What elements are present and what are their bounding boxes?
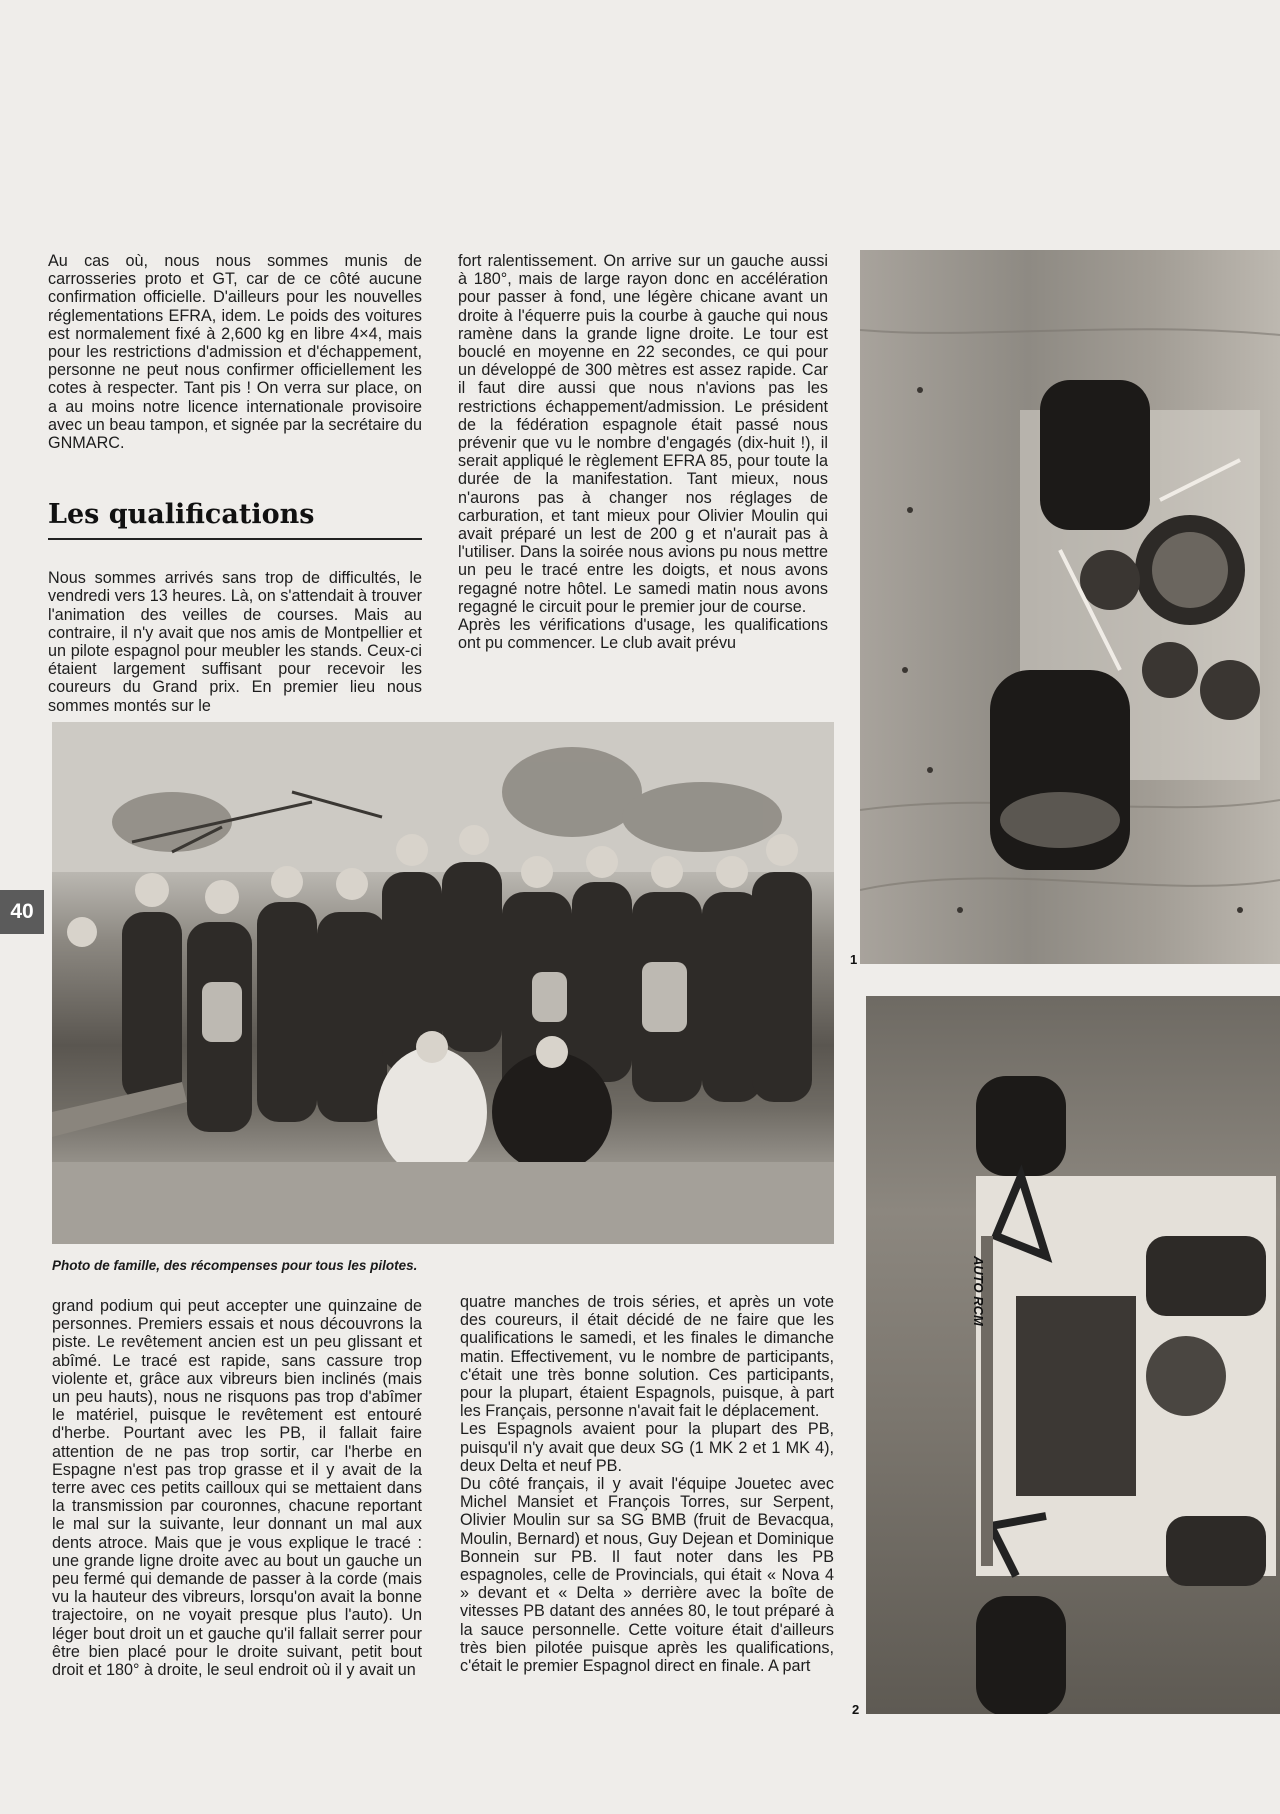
car-photo-1 [860, 250, 1280, 964]
track-paragraph: fort ralentissement. On arrive sur un gauche aussi à 180°, mais de large rayon donc en accélération pour passer à fond, une légère chicane avant un droite à l'équerre puis la courbe à gauche qui nous ramène dans la grande ligne droite. Le tour est bouclé en moyenne en 22 secondes, ce qui pour un développé de 300 mètres est assez rapide. Car il faut dire aussi que nous n'avions pas les restrictions échappement/admission. Le président de la fédération espagnole était passé nous prévenir que vu le nombre d'engagés (dix-huit !), il serait appliqué le règlement EFRA 85, pour toute la durée de la manifestation. Tant mieux, nous n'aurons pas à changer nos réglages de carburation, et tant mieux pour Olivier Moulin qui avait préparé un lest de 200 g et n'aurait pas à l'utiliser. Dans la soirée nous avions pu nous mettre un peu le tracé entre les doigts, et nous avons regagné notre hôtel. Le samedi matin nous avons regagné le circuit pour le premier jour de course. [458, 252, 828, 616]
page-number: 40 [0, 890, 44, 934]
article-column-2 [458, 252, 828, 652]
car-label: AUTO RCM [971, 1256, 986, 1326]
article-column-3 [52, 1297, 422, 1679]
article-column-1-continued [48, 553, 422, 731]
section-heading: Les qualifications [48, 498, 422, 540]
article-column-4 [460, 1293, 834, 1675]
heats-paragraph: quatre manches de trois séries, et après un vote des coureurs, il était décidé de ne faire que les qualifications le samedi, et les finales le dimanche matin. Effectivement, vu le nombre de participants, c'était une très bonne solution. Ces participants, pour la plupart, étaient Espagnols, puisque, à part les Français, personne n'avait fait le déplacement. [460, 1293, 834, 1421]
family-group-photo [52, 722, 834, 1244]
podium-paragraph: grand podium qui peut accepter une quinzaine de personnes. Premiers essais et nous découvrons la piste. Le revêtement ancien est un peu glissant et abîmé. Le tracé est rapide, sans cassure trop violente et, grâce aux vibreurs bien inclinés (mais un peu hauts), nous ne risquons pas trop d'abîmer le matériel, puisque le revêtement est entouré d'herbe. Pourtant avec les PB, il fallait faire attention de ne pas trop sortir, car l'herbe en Espagne n'est pas trop grasse et il y avait de la terre avec ces petits cailloux qui se mettaient dans la transmission par couronnes, chacune reportant le mal sur la suivante, leur donnant un mal aux dents atroce. Mais que je vous explique le tracé : une grande ligne droite avec au bout un gauche un peu fermé qui demande de passer à la corde (mais vu la hauteur des vibreurs, lorsqu'on avait la bonne trajectoire, on ne voyait presque plus l'auto). Un léger bout droit un et gauche qu'il fallait serrer pour être bien placé pour le droite suivant, petit bout droit et 180° à droite, le seul endroit où il y avait un [52, 1297, 422, 1680]
photo-caption: Photo de famille, des récompenses pour tous les pilotes. [52, 1258, 418, 1273]
spanish-cars-paragraph: Les Espagnols avaient pour la plupart des PB, puisqu'il n'y avait que deux SG (1 MK 2 et 1 MK 4), deux Delta et neuf PB. [460, 1420, 834, 1475]
figure-2-label: 2 [852, 1702, 860, 1717]
verifications-paragraph: Après les vérifications d'usage, les qualifications ont pu commencer. Le club avait prévu [458, 616, 828, 653]
figure-1-label: 1 [850, 952, 858, 967]
article-column-1 [48, 252, 422, 452]
qualifications-paragraph: Nous sommes arrivés sans trop de difficultés, le vendredi vers 13 heures. Là, on s'attendait à trouver l'animation des veilles de courses. Mais au contraire, il n'y avait que nos amis de Montpellier et un pilote espagnol pour meubler les stands. Ceux-ci étaient largement suffisant pour recevoir les coureurs du Grand prix. En premier lieu nous sommes montés sur le [48, 569, 422, 715]
intro-paragraph: Au cas où, nous nous sommes munis de carrosseries proto et GT, car de ce côté aucune confirmation officielle. D'ailleurs pour les nouvelles réglementations EFRA, idem. Le poids des voitures est normalement fixé à 2,600 kg en libre 4×4, mais pour les restrictions d'admission et d'échappement, personne ne peut nous confirmer officiellement les cotes à respecter. Tant pis ! On verra sur place, on a au moins notre licence internationale provisoire avec un beau tampon, et signée par la secrétaire du GNMARC. [48, 252, 422, 453]
french-team-paragraph: Du côté français, il y avait l'équipe Jouetec avec Michel Mansiet et François Torres, sur Serpent, Olivier Moulin sur sa SG BMB (fruit de Bevacqua, Moulin, Bernard) et nous, Guy Dejean et Dominique Bonnein sur PB. Il faut noter dans les PB espagnoles, celle de Provincials, qui était « Nova 4 » devant et « Delta » derrière avec la boîte de vitesses PB datant des années 80, le tout préparé à la sauce personnelle. Cette voiture était d'ailleurs très bien pilotée puisque après les qualifications, c'était le premier Espagnol direct en finale. A part [460, 1475, 834, 1676]
car-photo-2 [866, 996, 1280, 1714]
